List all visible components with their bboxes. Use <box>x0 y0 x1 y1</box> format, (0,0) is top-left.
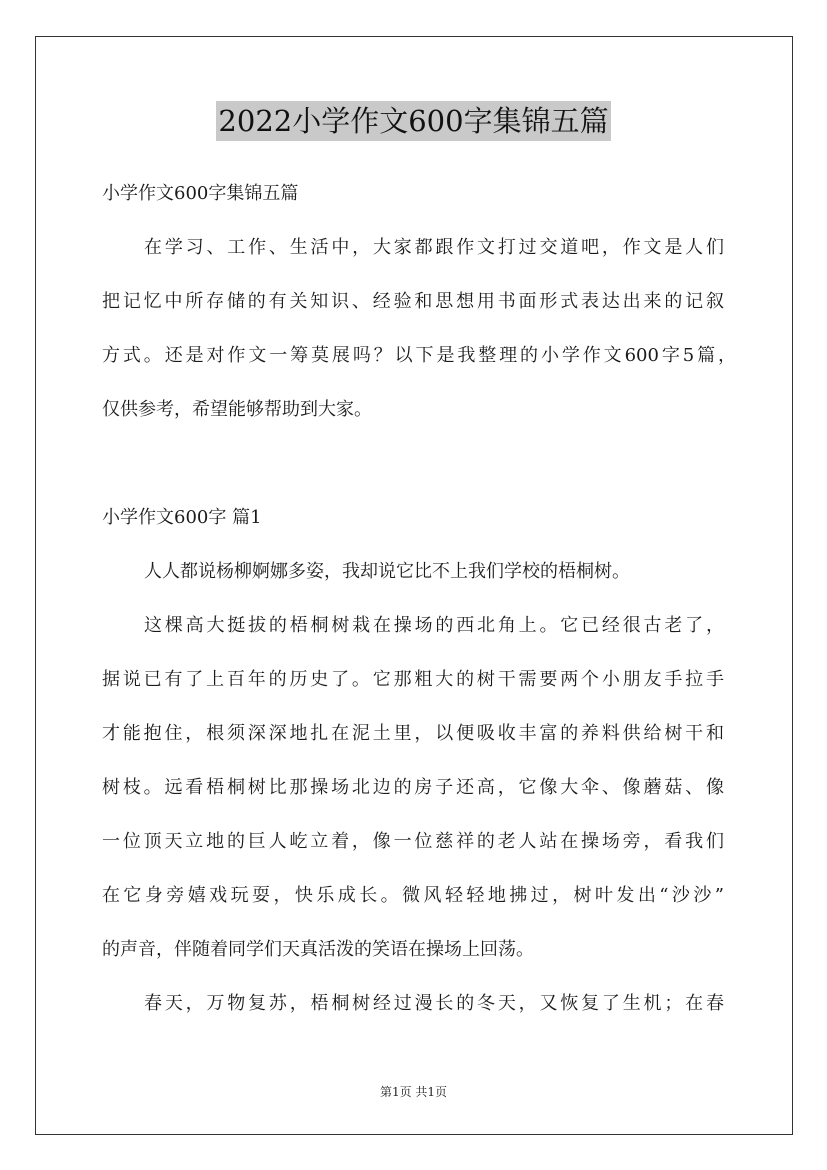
body-line-6: 一位顶天立地的巨人屹立着，像一位慈祥的老人站在操场旁，看我们 <box>102 831 724 852</box>
subtitle: 小学作文600字集锦五篇 <box>102 183 299 204</box>
body-line-7: 在它身旁嬉戏玩耍，快乐成长。微风轻轻地拂过，树叶发出“沙沙” <box>102 885 724 906</box>
document-title: 2022小学作文600字集锦五篇 <box>216 101 610 141</box>
title-container <box>0 101 827 141</box>
body-line-8: 的声音，伴随着同学们天真活泼的笑语在操场上回荡。 <box>102 939 534 960</box>
page-footer: 第1页 共1页 <box>379 1085 448 1099</box>
section-heading: 小学作文600字 篇1 <box>102 507 262 528</box>
intro-line-3: 方式。还是对作文一筹莫展吗？以下是我整理的小学作文600字5篇， <box>102 345 736 366</box>
intro-line-2: 把记忆中所存储的有关知识、经验和思想用书面形式表达出来的记叙 <box>102 291 724 312</box>
body-line-4: 才能抱住，根须深深地扎在泥土里，以便吸收丰富的养料供给树干和 <box>102 723 724 744</box>
body-line-5: 树枝。远看梧桐树比那操场北边的房子还高，它像大伞、像蘑菇、像 <box>102 777 724 798</box>
body-line-2: 这棵高大挺拔的梧桐树栽在操场的西北角上。它已经很古老了， <box>144 615 724 636</box>
intro-line-4: 仅供参考，希望能够帮助到大家。 <box>102 399 372 420</box>
body-line-3: 据说已有了上百年的历史了。它那粗大的树干需要两个小朋友手拉手 <box>102 669 724 690</box>
intro-line-1: 在学习、工作、生活中，大家都跟作文打过交道吧，作文是人们 <box>144 237 724 258</box>
body-line-9: 春天，万物复苏，梧桐树经过漫长的冬天，又恢复了生机；在春 <box>144 993 724 1014</box>
body-line-1: 人人都说杨柳婀娜多姿，我却说它比不上我们学校的梧桐树。 <box>144 561 630 582</box>
